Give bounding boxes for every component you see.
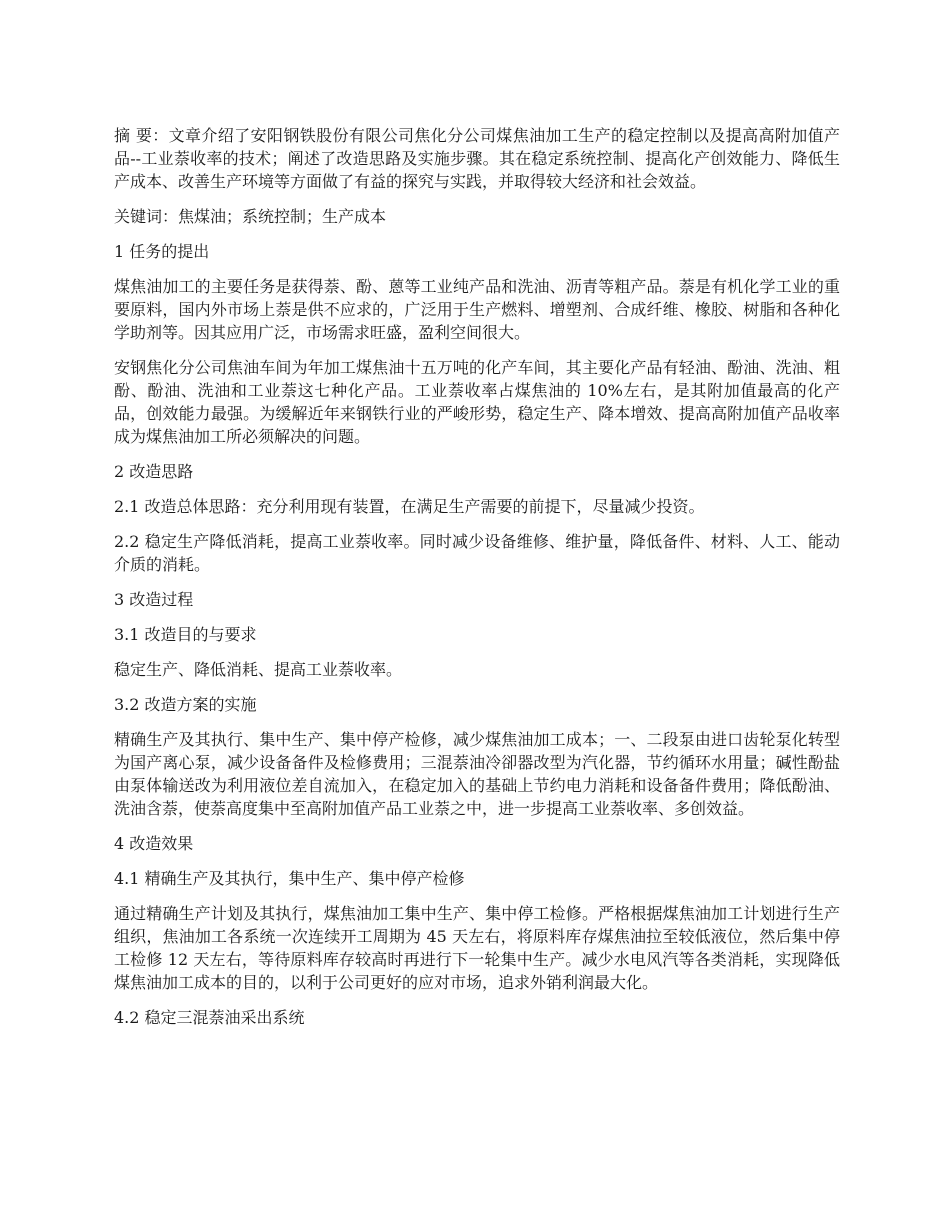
section-heading-3: 3 改造过程 bbox=[114, 590, 194, 609]
section-heading-1: 1 任务的提出 bbox=[114, 242, 210, 261]
subsection-heading-3-1: 3.1 改造目的与要求 bbox=[114, 625, 257, 644]
document-body bbox=[114, 124, 840, 1041]
body-paragraph: 通过精确生产计划及其执行，煤焦油加工集中生产、集中停工检修。严格根据煤焦油加工计划进行生产组织，焦油加工各系统一次连续开工周期为 45 天左右，将原料库存煤焦油拉至较低液位，然后集中停工检修 12 天左右，等待原料库存较高时再进行下一轮集中生产。减少水电风汽等各类消耗，实现降低煤焦油加工成本的目的，以利于公司更好的应对市场，追求外销利润最大化。 bbox=[114, 904, 840, 992]
subsection-heading-4-1: 4.1 精确生产及其执行，集中生产、集中停产检修 bbox=[114, 869, 465, 888]
body-paragraph: 稳定生产、降低消耗、提高工业萘收率。 bbox=[114, 660, 403, 679]
abstract-paragraph: 摘 要：文章介绍了安阳钢铁股份有限公司焦化分公司煤焦油加工生产的稳定控制以及提高高附加值产品--工业萘收率的技术；阐述了改造思路及实施步骤。其在稳定系统控制、提高化产创效能力、降低生产成本、改善生产环境等方面做了有益的探究与实践，并取得较大经济和社会效益。 bbox=[114, 126, 840, 191]
subsection-heading-3-2: 3.2 改造方案的实施 bbox=[114, 695, 257, 714]
body-paragraph: 精确生产及其执行、集中生产、集中停产检修，减少煤焦油加工成本；一、二段泵由进口齿轮泵化转型为国产离心泵，减少设备备件及检修费用；三混萘油冷卻器改型为汽化器，节约循环水用量；碱性酚盐由泵体输送改为利用液位差自流加入，在稳定加入的基础上节约电力消耗和设备备件费用；降低酚油、洗油含萘，使萘高度集中至高附加值产品工业萘之中，进一步提高工业萘收率、多创效益。 bbox=[114, 730, 840, 818]
body-paragraph: 煤焦油加工的主要任务是获得萘、酚、蒽等工业纯产品和洗油、沥青等粗产品。萘是有机化学工业的重要原料，国内外市场上萘是供不应求的，广泛用于生产燃料、增塑剂、合成纤维、橡胶、树脂和各种化学助剂等。因其应用广泛，市场需求旺盛，盈利空间很大。 bbox=[114, 277, 840, 342]
body-paragraph: 2.2 稳定生产降低消耗，提高工业萘收率。同时减少设备维修、维护量，降低备件、材料、人工、能动介质的消耗。 bbox=[114, 532, 840, 574]
subsection-heading-4-2: 4.2 稳定三混萘油采出系统 bbox=[114, 1008, 305, 1027]
section-heading-4: 4 改造效果 bbox=[114, 834, 194, 853]
body-paragraph: 2.1 改造总体思路：充分利用现有装置，在满足生产需要的前提下，尽量减少投资。 bbox=[114, 497, 705, 516]
section-heading-2: 2 改造思路 bbox=[114, 462, 194, 481]
body-paragraph: 安钢焦化分公司焦油车间为年加工煤焦油十五万吨的化产车间，其主要化产品有轻油、酚油、洗油、粗酚、酚油、洗油和工业萘这七种化产品。工业萘收率占煤焦油的 10%左右，是其附加值最高的化产品，创效能力最强。为缓解近年来钢铁行业的严峻形势，稳定生产、降本增效、提高高附加值产品收率成为煤焦油加工所必须解决的问题。 bbox=[114, 358, 840, 446]
keywords-paragraph: 关键词：焦煤油；系统控制；生产成本 bbox=[114, 207, 387, 226]
